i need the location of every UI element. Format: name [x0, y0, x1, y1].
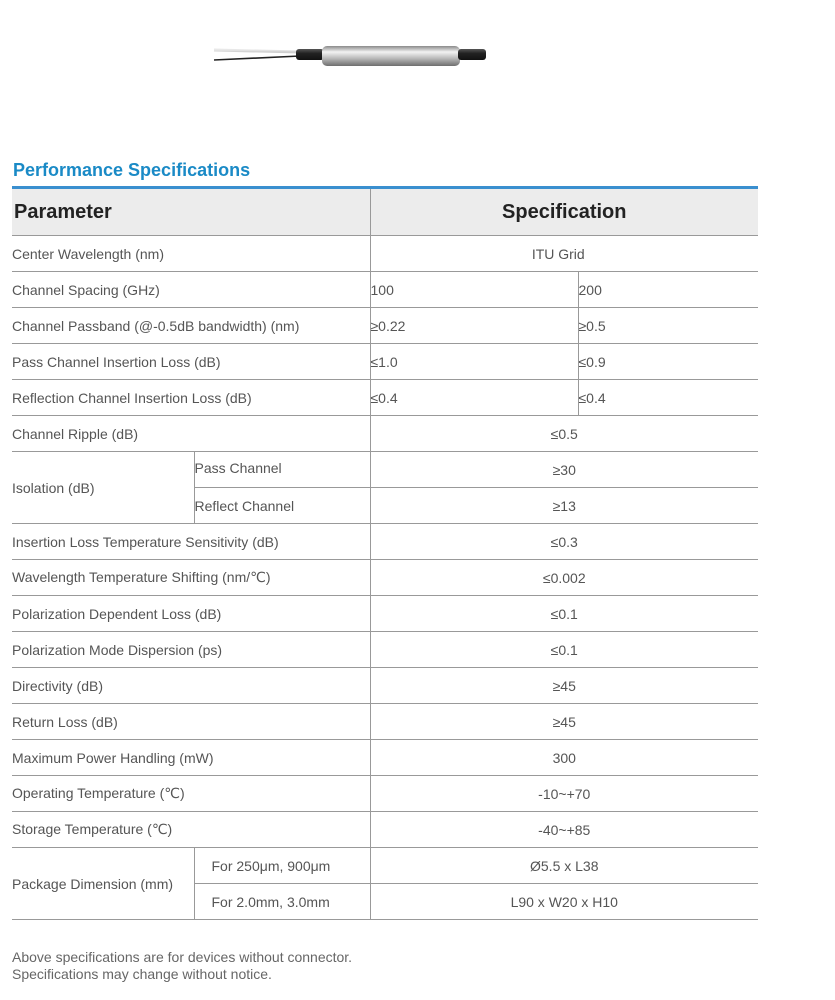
table-row — [12, 812, 758, 848]
table-row — [12, 344, 758, 380]
row-value: ≤0.1 — [370, 596, 758, 632]
row-sublabel: Pass Channel — [194, 452, 370, 488]
row-value: L90 x W20 x H10 — [370, 884, 758, 920]
table-row — [12, 452, 758, 488]
row-value: -10~+70 — [370, 776, 758, 812]
row-sublabel: For 250μm, 900μm — [194, 848, 370, 884]
row-value-200ghz: ≥0.5 — [578, 308, 758, 344]
row-value: -40~+85 — [370, 812, 758, 848]
row-label: Operating Temperature (℃) — [12, 776, 370, 812]
row-sublabel: For 2.0mm, 3.0mm — [194, 884, 370, 920]
header-parameter: Parameter — [12, 188, 370, 236]
row-value: 300 — [370, 740, 758, 776]
row-value-100ghz: 100 — [370, 272, 578, 308]
table-row — [12, 272, 758, 308]
row-label: Reflection Channel Insertion Loss (dB) — [12, 380, 370, 416]
row-label: Polarization Dependent Loss (dB) — [12, 596, 370, 632]
row-value: ≥30 — [370, 452, 758, 488]
table-row — [12, 740, 758, 776]
row-value: ≥13 — [370, 488, 758, 524]
footnote-line: Above specifications are for devices without connector. — [12, 949, 353, 965]
specifications-table — [12, 186, 758, 920]
row-value: ≤0.1 — [370, 632, 758, 668]
row-value: ≤0.5 — [370, 416, 758, 452]
fiber-optic-device-image — [200, 38, 580, 78]
row-label: Polarization Mode Dispersion (ps) — [12, 632, 370, 668]
row-label: Return Loss (dB) — [12, 704, 370, 740]
table-row — [12, 524, 758, 560]
row-value: Ø5.5 x L38 — [370, 848, 758, 884]
row-label: Wavelength Temperature Shifting (nm/℃) — [12, 560, 370, 596]
row-value: ≤0.002 — [370, 560, 758, 596]
row-value-200ghz: ≤0.4 — [578, 380, 758, 416]
table-row — [12, 848, 758, 884]
row-value: ITU Grid — [370, 236, 758, 272]
table-row — [12, 560, 758, 596]
row-label: Storage Temperature (℃) — [12, 812, 370, 848]
table-row — [12, 776, 758, 812]
table-row — [12, 416, 758, 452]
row-value: ≥45 — [370, 704, 758, 740]
row-label: Insertion Loss Temperature Sensitivity (dB) — [12, 524, 370, 560]
row-label: Isolation (dB) — [12, 452, 194, 524]
row-value: ≥45 — [370, 668, 758, 704]
header-specification: Specification — [370, 188, 758, 236]
table-row — [12, 236, 758, 272]
row-value-200ghz: ≤0.9 — [578, 344, 758, 380]
table-row — [12, 668, 758, 704]
table-row — [12, 308, 758, 344]
table-row — [12, 380, 758, 416]
row-label: Channel Passband (@-0.5dB bandwidth) (nm) — [12, 308, 370, 344]
table-row — [12, 704, 758, 740]
row-label: Directivity (dB) — [12, 668, 370, 704]
row-label: Pass Channel Insertion Loss (dB) — [12, 344, 370, 380]
footnotes — [12, 949, 352, 983]
footnote-line: Specifications may change without notice. — [12, 966, 272, 982]
row-value-100ghz: ≤0.4 — [370, 380, 578, 416]
section-title: Performance Specifications — [13, 160, 251, 180]
row-value-100ghz: ≤1.0 — [370, 344, 578, 380]
table-row — [12, 596, 758, 632]
row-sublabel: Reflect Channel — [194, 488, 370, 524]
row-label: Package Dimension (mm) — [12, 848, 194, 920]
row-value: ≤0.3 — [370, 524, 758, 560]
row-label: Channel Ripple (dB) — [12, 416, 370, 452]
row-label: Channel Spacing (GHz) — [12, 272, 370, 308]
row-value-200ghz: 200 — [578, 272, 758, 308]
row-value-100ghz: ≥0.22 — [370, 308, 578, 344]
row-label: Maximum Power Handling (mW) — [12, 740, 370, 776]
table-row — [12, 632, 758, 668]
table-header-row — [12, 188, 758, 236]
row-label: Center Wavelength (nm) — [12, 236, 370, 272]
